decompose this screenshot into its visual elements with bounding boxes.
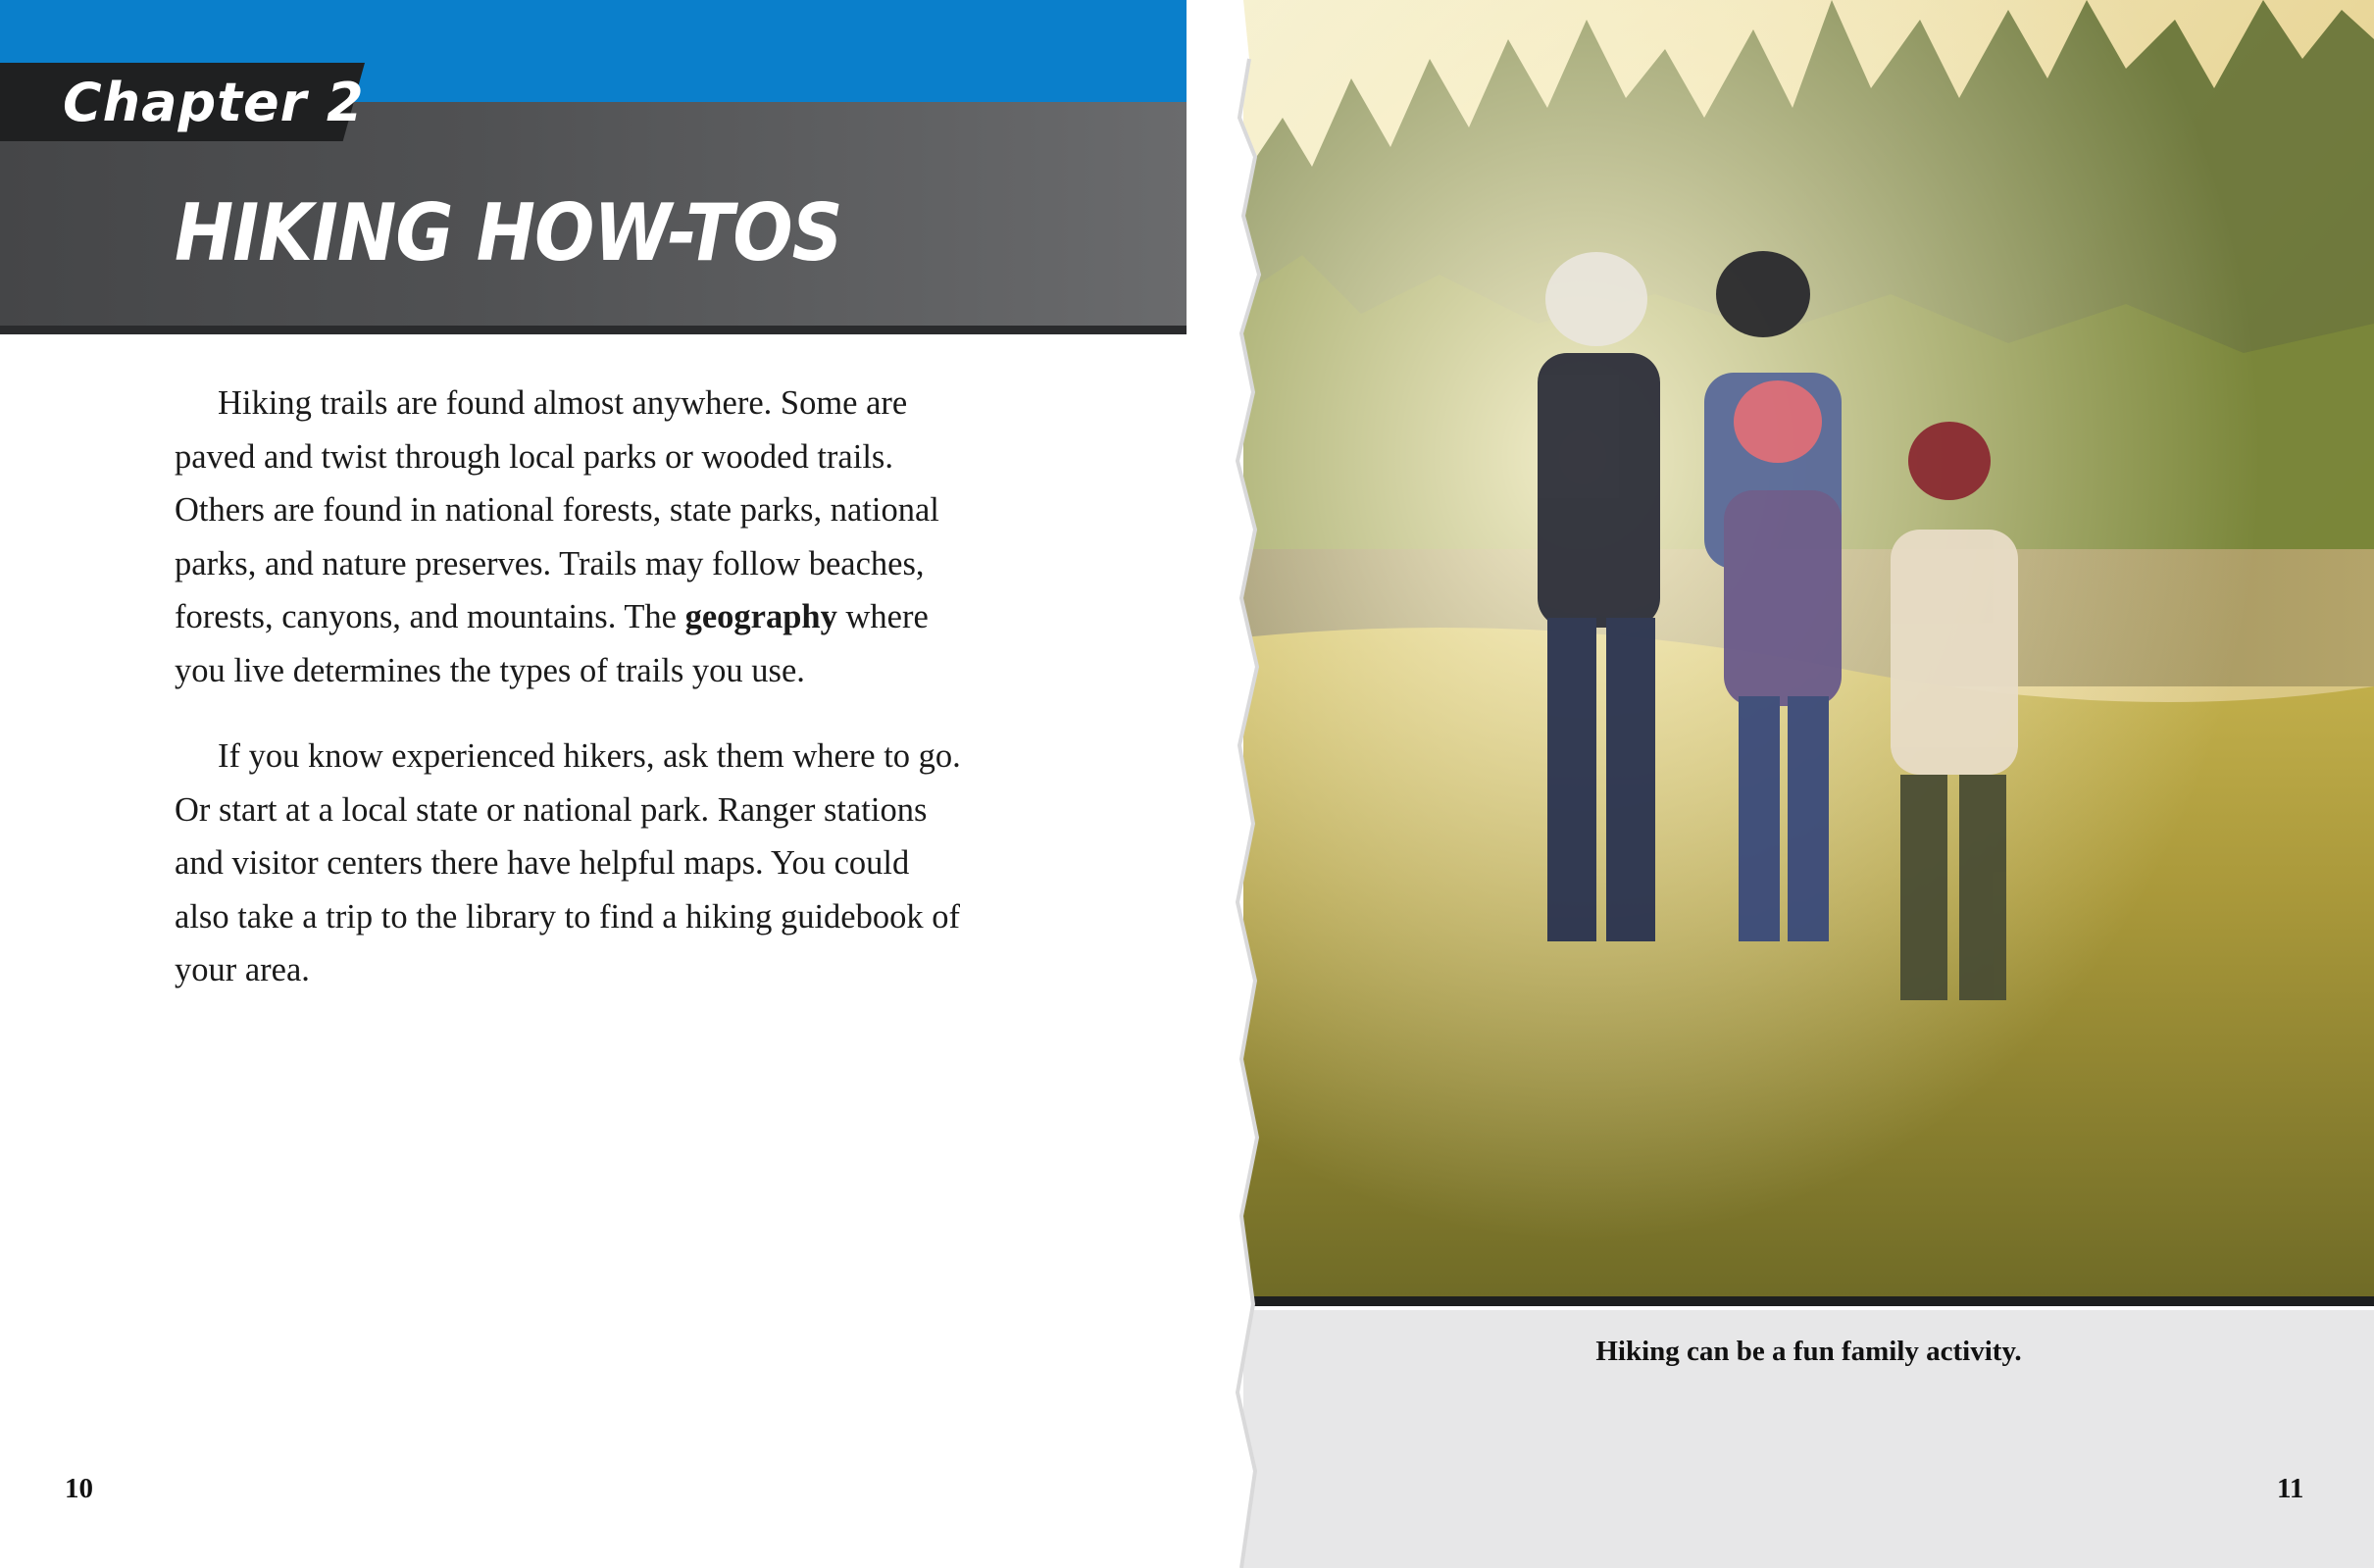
paragraph-1-text: Hiking trails are found almost anywhere. Some are paved and twist through local parks or wooded trails. Others are found in national forests, state parks, national parks, and nature preserves. Trails may follow beaches, forests, canyons, and mountains. The <box>175 384 939 635</box>
page-number-right: 11 <box>2277 1473 2304 1504</box>
glossary-term-geography: geography <box>684 598 837 635</box>
page-number-left: 10 <box>65 1473 93 1504</box>
paragraph-1 <box>175 377 969 697</box>
paragraph-2: If you know experienced hikers, ask them where to go. Or start at a local state or national park. Ranger stations and visitor centers there have helpful maps. You could also take a trip to the library to find a hiking guidebook of your area. <box>175 737 961 988</box>
chapter-title: HIKING HOW-TOS <box>175 187 842 278</box>
family-hiking-photo <box>1243 0 2374 1306</box>
paragraph-1-text-end: where you live determines the types of trails you use. <box>175 598 929 689</box>
photo-caption: Hiking can be a fun family activity. <box>1595 1336 2022 1367</box>
body-text <box>175 377 969 1030</box>
torn-paper-edge <box>1187 0 1314 1568</box>
right-page <box>1187 0 2374 1568</box>
chapter-label: Chapter 2 <box>63 72 365 133</box>
